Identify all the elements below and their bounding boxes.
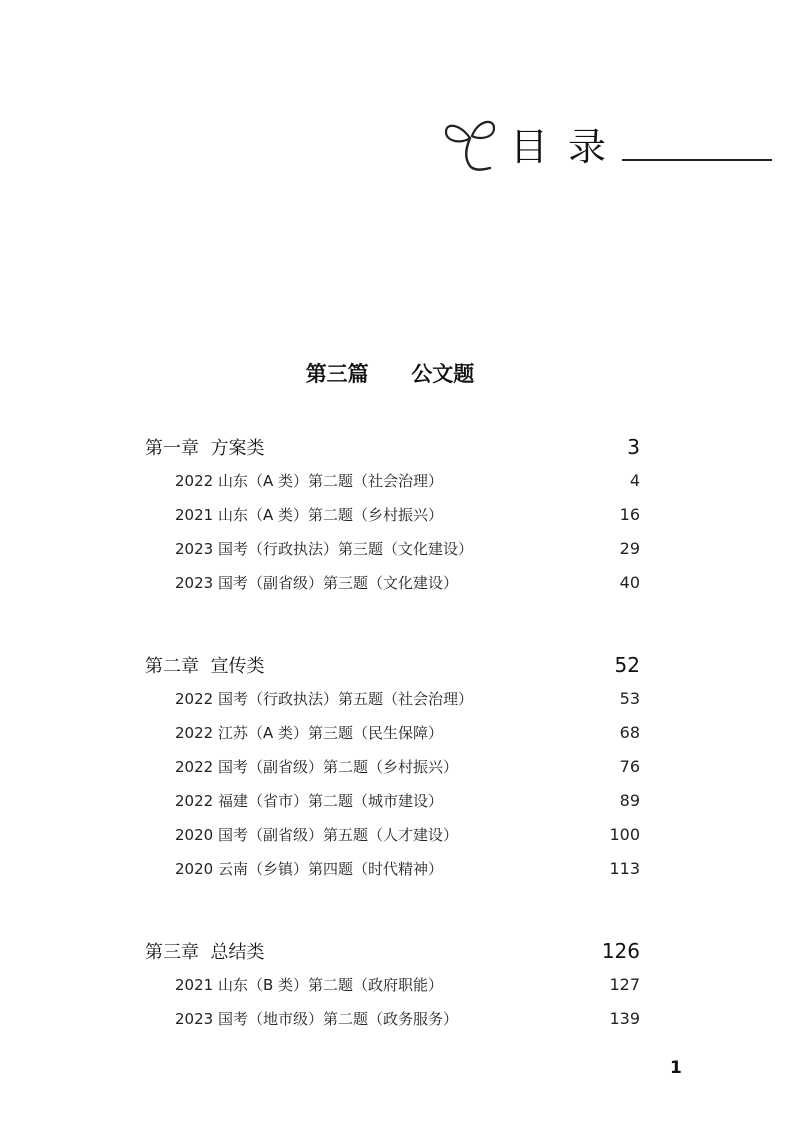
- entry-page: 29: [619, 539, 640, 558]
- entry-page: 16: [619, 505, 640, 524]
- toc-entry[interactable]: [145, 572, 640, 606]
- entry-page: 76: [619, 757, 640, 776]
- entry-title: 2022 国考（行政执法）第五题（社会治理）: [175, 690, 473, 708]
- page-number: 1: [670, 1058, 682, 1078]
- toc-entry[interactable]: [145, 790, 640, 824]
- entry-title: 2022 江苏（A 类）第三题（民生保障）: [175, 724, 443, 742]
- toc-entry[interactable]: [145, 1008, 640, 1042]
- chapter-row[interactable]: [145, 938, 640, 974]
- chapter-row[interactable]: [145, 434, 640, 470]
- toc-entry[interactable]: [145, 722, 640, 756]
- chapter-page: 126: [601, 939, 640, 963]
- entry-page: 53: [619, 689, 640, 708]
- chapter-1: [145, 434, 640, 606]
- toc-entry[interactable]: [145, 974, 640, 1008]
- entry-title: 2021 山东（B 类）第二题（政府职能）: [175, 976, 444, 994]
- toc-entry[interactable]: [145, 858, 640, 892]
- toc-entry[interactable]: [145, 824, 640, 858]
- entry-page: 4: [629, 471, 640, 490]
- entry-page: 89: [619, 791, 640, 810]
- entry-title: 2023 国考（行政执法）第三题（文化建设）: [175, 540, 473, 558]
- entry-page: 68: [619, 723, 640, 742]
- chapter-2: [145, 652, 640, 892]
- chapter-title: 第二章 宣传类: [145, 656, 265, 677]
- entry-title: 2022 福建（省市）第二题（城市建设）: [175, 792, 443, 810]
- toc-title: 目录: [510, 125, 627, 169]
- toc-header: [440, 108, 775, 178]
- chapter-3: [145, 938, 640, 1042]
- toc-entry[interactable]: [145, 756, 640, 790]
- chapter-title: 第三章 总结类: [145, 942, 265, 963]
- chapter-title: 第一章 方案类: [145, 438, 265, 459]
- toc-entry[interactable]: [145, 504, 640, 538]
- entry-page: 139: [609, 1009, 640, 1028]
- part-title: 第三篇 公文题: [305, 362, 475, 386]
- entry-page: 127: [609, 975, 640, 994]
- toc-entry[interactable]: [145, 688, 640, 722]
- entry-title: 2020 国考（副省级）第五题（人才建设）: [175, 826, 458, 844]
- chapter-page: 3: [627, 435, 640, 459]
- entry-title: 2020 云南（乡镇）第四题（时代精神）: [175, 860, 443, 878]
- chapter-row[interactable]: [145, 652, 640, 688]
- entry-title: 2022 山东（A 类）第二题（社会治理）: [175, 472, 443, 490]
- toc-entry[interactable]: [145, 470, 640, 504]
- sprout-icon: [440, 108, 502, 178]
- chapter-page: 52: [614, 653, 640, 677]
- toc-entry[interactable]: [145, 538, 640, 572]
- entry-page: 40: [619, 573, 640, 592]
- header-rule: [622, 159, 772, 161]
- entry-title: 2023 国考（地市级）第二题（政务服务）: [175, 1010, 458, 1028]
- entry-page: 113: [609, 859, 640, 878]
- entry-title: 2023 国考（副省级）第三题（文化建设）: [175, 574, 458, 592]
- entry-title: 2022 国考（副省级）第二题（乡村振兴）: [175, 758, 458, 776]
- entry-page: 100: [609, 825, 640, 844]
- entry-title: 2021 山东（A 类）第二题（乡村振兴）: [175, 506, 443, 524]
